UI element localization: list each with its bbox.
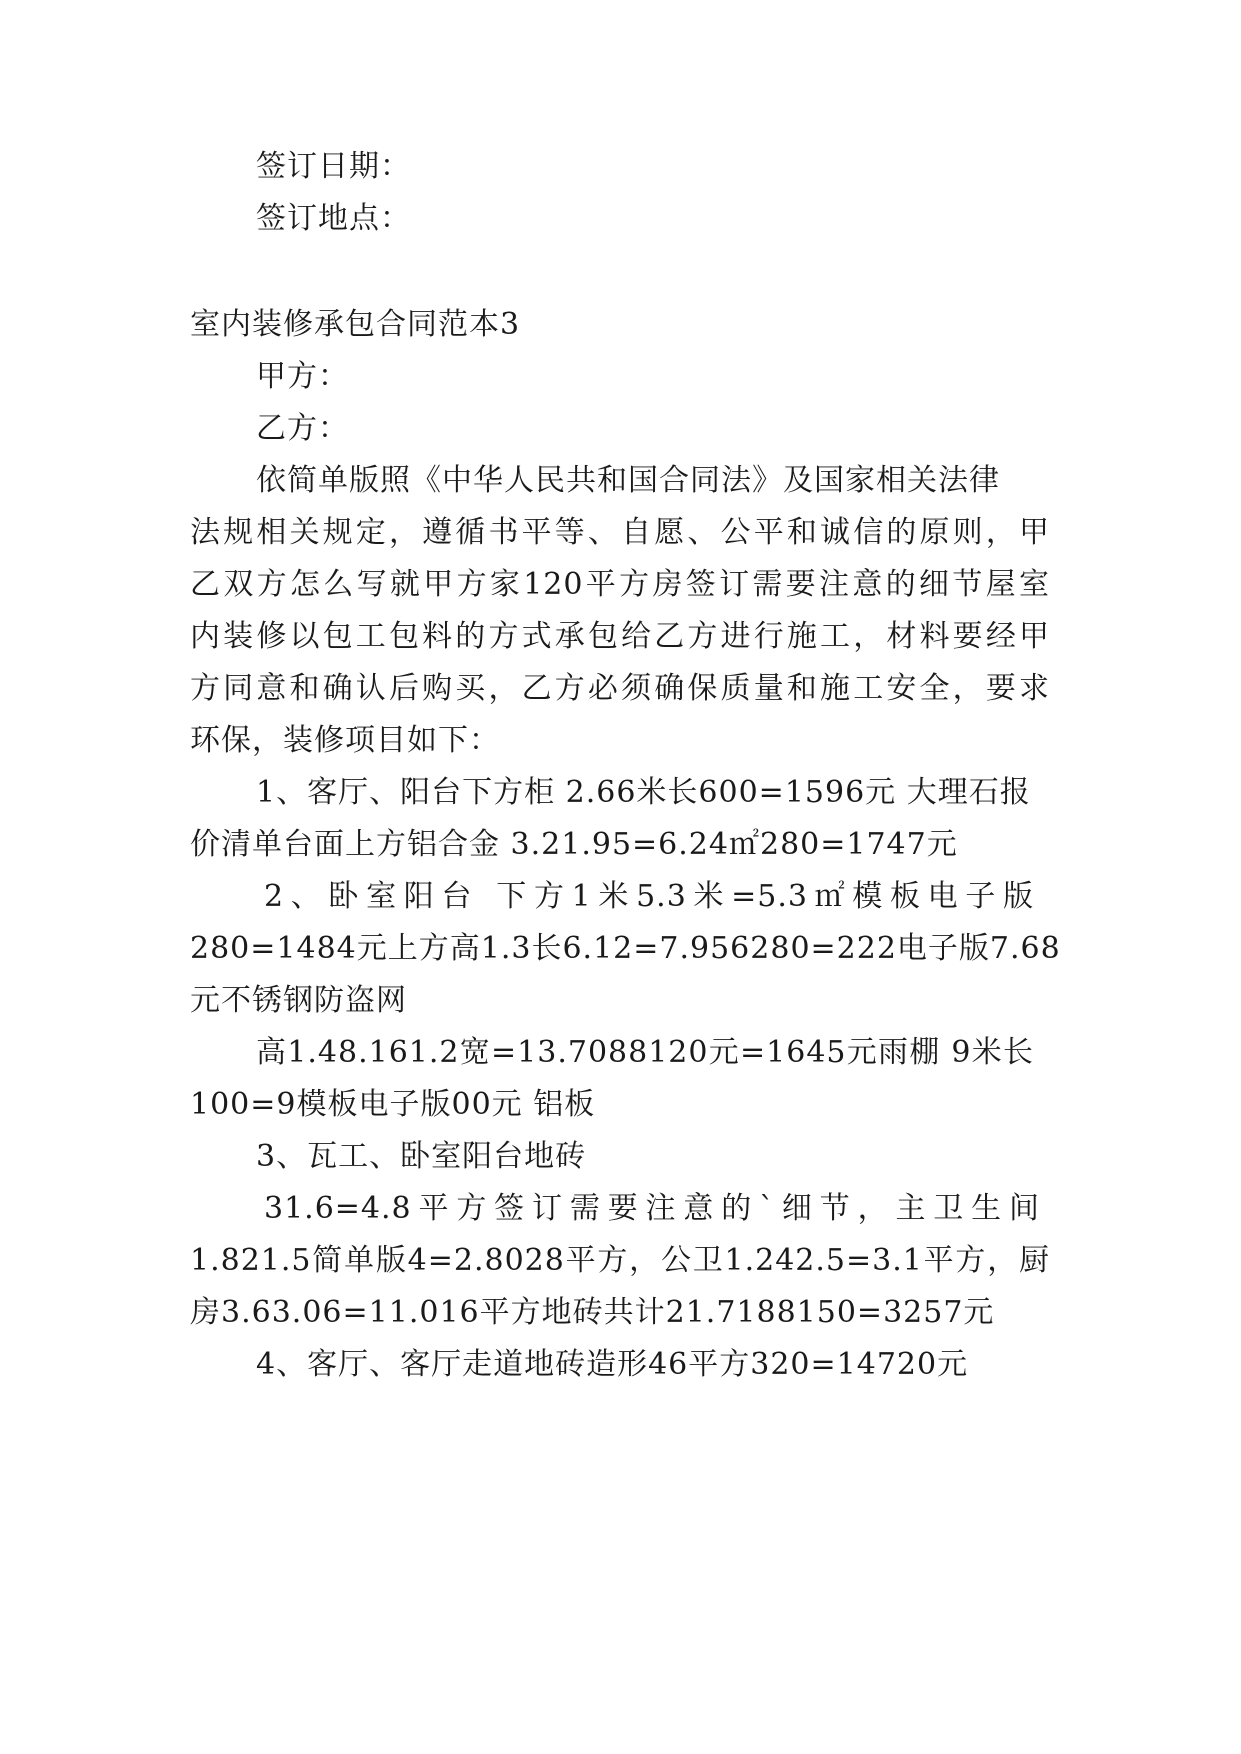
sign-date-label: 签订日期：	[256, 149, 411, 184]
sign-place-label: 签订地点：	[256, 201, 411, 236]
intro-line: 方同意和确认后购买，乙方必须确保质量和施工安全，要求	[190, 671, 1050, 706]
item-3-line: 1.821.5简单版4=2.8028平方，公卫1.242.5=3.1平方，厨	[190, 1243, 1050, 1278]
intro-line: 内装修以包工包料的方式承包给乙方进行施工，材料要经甲	[190, 619, 1050, 654]
intro-line: 环保，装修项目如下：	[190, 723, 500, 758]
intro-line: 依简单版照《中华人民共和国合同法》及国家相关法律	[256, 463, 1000, 498]
item-2-line: 2、卧室阳台 下方1米5.3米=5.3㎡模板电子版	[264, 879, 1034, 914]
item-3-line: 房3.63.06=11.016平方地砖共计21.7188150=3257元	[190, 1295, 995, 1330]
item-2-line: 元不锈钢防盗网	[190, 983, 407, 1018]
item-1-line: 价清单台面上方铝合金 3.21.95=6.24㎡280=1747元	[190, 827, 958, 862]
intro-line: 乙双方怎么写就甲方家120平方房签订需要注意的细节屋室	[190, 567, 1050, 602]
party-a-label: 甲方：	[256, 359, 349, 394]
item-4-line: 4、客厅、客厅走道地砖造形46平方320=14720元	[256, 1347, 969, 1382]
item-2b-line: 高1.48.161.2宽=13.7088120元=1645元雨棚 9米长	[256, 1035, 1034, 1070]
party-b-label: 乙方：	[256, 411, 349, 446]
item-3-line: 31.6=4.8平方签订需要注意的`细节，主卫生间	[264, 1191, 1040, 1226]
item-2b-line: 100=9模板电子版00元 铝板	[190, 1087, 596, 1122]
intro-line: 法规相关规定，遵循书平等、自愿、公平和诚信的原则，甲	[190, 515, 1050, 550]
document-title: 室内装修承包合同范本3	[190, 307, 521, 342]
item-3-title: 3、瓦工、卧室阳台地砖	[256, 1139, 587, 1174]
item-2-line: 280=1484元上方高1.3长6.12=7.956280=222电子版7.68	[190, 931, 1061, 966]
item-1-line: 1、客厅、阳台下方柜 2.66米长600=1596元 大理石报	[256, 775, 1031, 810]
